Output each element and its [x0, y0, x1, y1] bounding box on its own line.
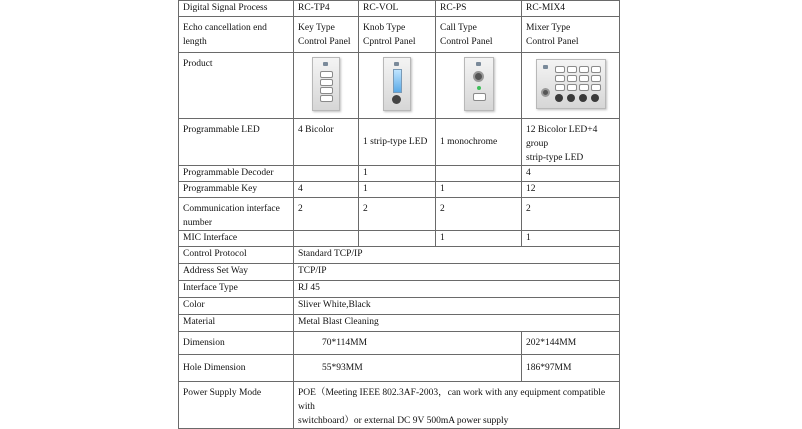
row-dimension [179, 332, 620, 355]
row-key [179, 182, 620, 198]
row-mic [179, 231, 620, 247]
cell-label: Color [179, 298, 294, 315]
spec-table [178, 0, 620, 429]
value-line: strip-type LED [526, 153, 584, 163]
cell-value: 202*144MM [522, 332, 620, 355]
key-icon [320, 71, 333, 78]
logo-icon [394, 62, 399, 66]
cell-type [522, 17, 620, 53]
key-icon [579, 84, 589, 91]
cell-value: 1 strip-type LED [359, 119, 436, 166]
row-protocol [179, 247, 620, 264]
type-line: Call Type [440, 23, 477, 33]
value-line: 12 Bicolor LED+4 group [526, 125, 598, 149]
knob-icon [591, 94, 599, 102]
rc-vol-panel-image [383, 57, 411, 111]
key-icon [579, 75, 589, 82]
value-line: switchboard）or external DC 9V 500mA power supply [298, 416, 509, 426]
type-line: Mixer Type [526, 23, 571, 33]
cell-value: 2 [522, 198, 620, 231]
key-icon [555, 66, 565, 73]
cell-value: 2 [294, 198, 359, 231]
row-color [179, 298, 620, 315]
logo-icon [323, 62, 328, 66]
cell-product-image [359, 53, 436, 119]
key-icon [320, 87, 333, 94]
key-icon [320, 79, 333, 86]
key-icon [473, 93, 486, 101]
key-icon [591, 66, 601, 73]
cell-product-image [294, 53, 359, 119]
type-line: Key Type [298, 23, 335, 33]
cell-value: 1 [359, 182, 436, 198]
row-comm [179, 198, 620, 231]
cell-type [436, 17, 522, 53]
mic-socket-icon [473, 71, 484, 82]
type-line: Control Panel [440, 37, 493, 47]
cell-label: Programmable Key [179, 182, 294, 198]
cell-label: Product [179, 53, 294, 119]
cell-value [294, 355, 522, 382]
knob-icon [567, 94, 575, 102]
value-text: 70*114MM [322, 338, 368, 348]
rc-tp4-panel-image [312, 57, 340, 111]
row-interface [179, 281, 620, 298]
logo-icon [476, 62, 481, 66]
row-decoder [179, 166, 620, 182]
knob-icon [579, 94, 587, 102]
label-line: number [183, 218, 213, 228]
cell-label [179, 198, 294, 231]
cell-product-name: RC-VOL [359, 1, 436, 17]
led-icon [477, 86, 481, 90]
row-address [179, 264, 620, 281]
cell-value: 12 [522, 182, 620, 198]
cell-value: 4 [522, 166, 620, 182]
cell-value: 1 monochrome [436, 119, 522, 166]
cell-value: Metal Blast Cleaning [294, 315, 620, 332]
row-led [179, 119, 620, 166]
knob-icon [555, 94, 563, 102]
row-echo [179, 17, 620, 53]
cell-value: 2 [436, 198, 522, 231]
cell-product-name: RC-TP4 [294, 1, 359, 17]
cell-label: Dimension [179, 332, 294, 355]
cell-label: Power Supply Mode [179, 382, 294, 429]
rc-mix4-panel-image [536, 59, 606, 109]
cell-value [294, 166, 359, 182]
cell-value [294, 332, 522, 355]
value-line: POE（Meeting IEEE 802.3AF-2003，can work with any equipment compatible with [298, 388, 606, 412]
cell-value [294, 231, 359, 247]
cell-label: Material [179, 315, 294, 332]
row-power [179, 382, 620, 429]
key-icon [567, 84, 577, 91]
cell-label: Digital Signal Process [179, 1, 294, 17]
cell-value: 1 [359, 166, 436, 182]
row-product [179, 53, 620, 119]
label-line: Communication interface [183, 204, 280, 214]
cell-value: 1 [436, 182, 522, 198]
type-line: Control Panel [526, 37, 579, 47]
cell-label: Interface Type [179, 281, 294, 298]
key-icon [567, 75, 577, 82]
cell-value: RJ 45 [294, 281, 620, 298]
cell-product-image [522, 53, 620, 119]
cell-value: Sliver White,Black [294, 298, 620, 315]
cell-label: Programmable LED [179, 119, 294, 166]
cell-product-image [436, 53, 522, 119]
cell-product-name: RC-PS [436, 1, 522, 17]
cell-value: 1 [522, 231, 620, 247]
cell-type [294, 17, 359, 53]
cell-value: TCP/IP [294, 264, 620, 281]
led-strip-icon [393, 69, 402, 93]
mic-socket-icon [541, 88, 550, 97]
cell-value: Standard TCP/IP [294, 247, 620, 264]
value-text: 55*93MM [322, 363, 363, 373]
cell-value [294, 382, 620, 429]
cell-label: Address Set Way [179, 264, 294, 281]
cell-value: 186*97MM [522, 355, 620, 382]
key-icon [555, 75, 565, 82]
key-icon [591, 75, 601, 82]
cell-value [359, 231, 436, 247]
cell-label: Echo cancellation end length [179, 17, 294, 53]
type-line: Knob Type [363, 23, 406, 33]
cell-value: 4 Bicolor [294, 119, 359, 166]
row-header [179, 1, 620, 17]
cell-label: Programmable Decoder [179, 166, 294, 182]
cell-value [522, 119, 620, 166]
type-line: Cpntrol Panel [363, 37, 416, 47]
cell-value: 4 [294, 182, 359, 198]
cell-label: Control Protocol [179, 247, 294, 264]
cell-value [436, 166, 522, 182]
cell-product-name: RC-MIX4 [522, 1, 620, 17]
cell-label: Hole Dimension [179, 355, 294, 382]
key-icon [320, 95, 333, 102]
cell-value: 2 [359, 198, 436, 231]
key-icon [591, 84, 601, 91]
key-icon [555, 84, 565, 91]
rc-ps-panel-image [464, 57, 494, 111]
type-line: Control Panel [298, 37, 351, 47]
row-material [179, 315, 620, 332]
row-hole [179, 355, 620, 382]
cell-type [359, 17, 436, 53]
cell-value: 1 [436, 231, 522, 247]
key-icon [579, 66, 589, 73]
key-icon [567, 66, 577, 73]
knob-icon [392, 95, 401, 104]
logo-icon [543, 65, 548, 69]
cell-label: MIC Interface [179, 231, 294, 247]
